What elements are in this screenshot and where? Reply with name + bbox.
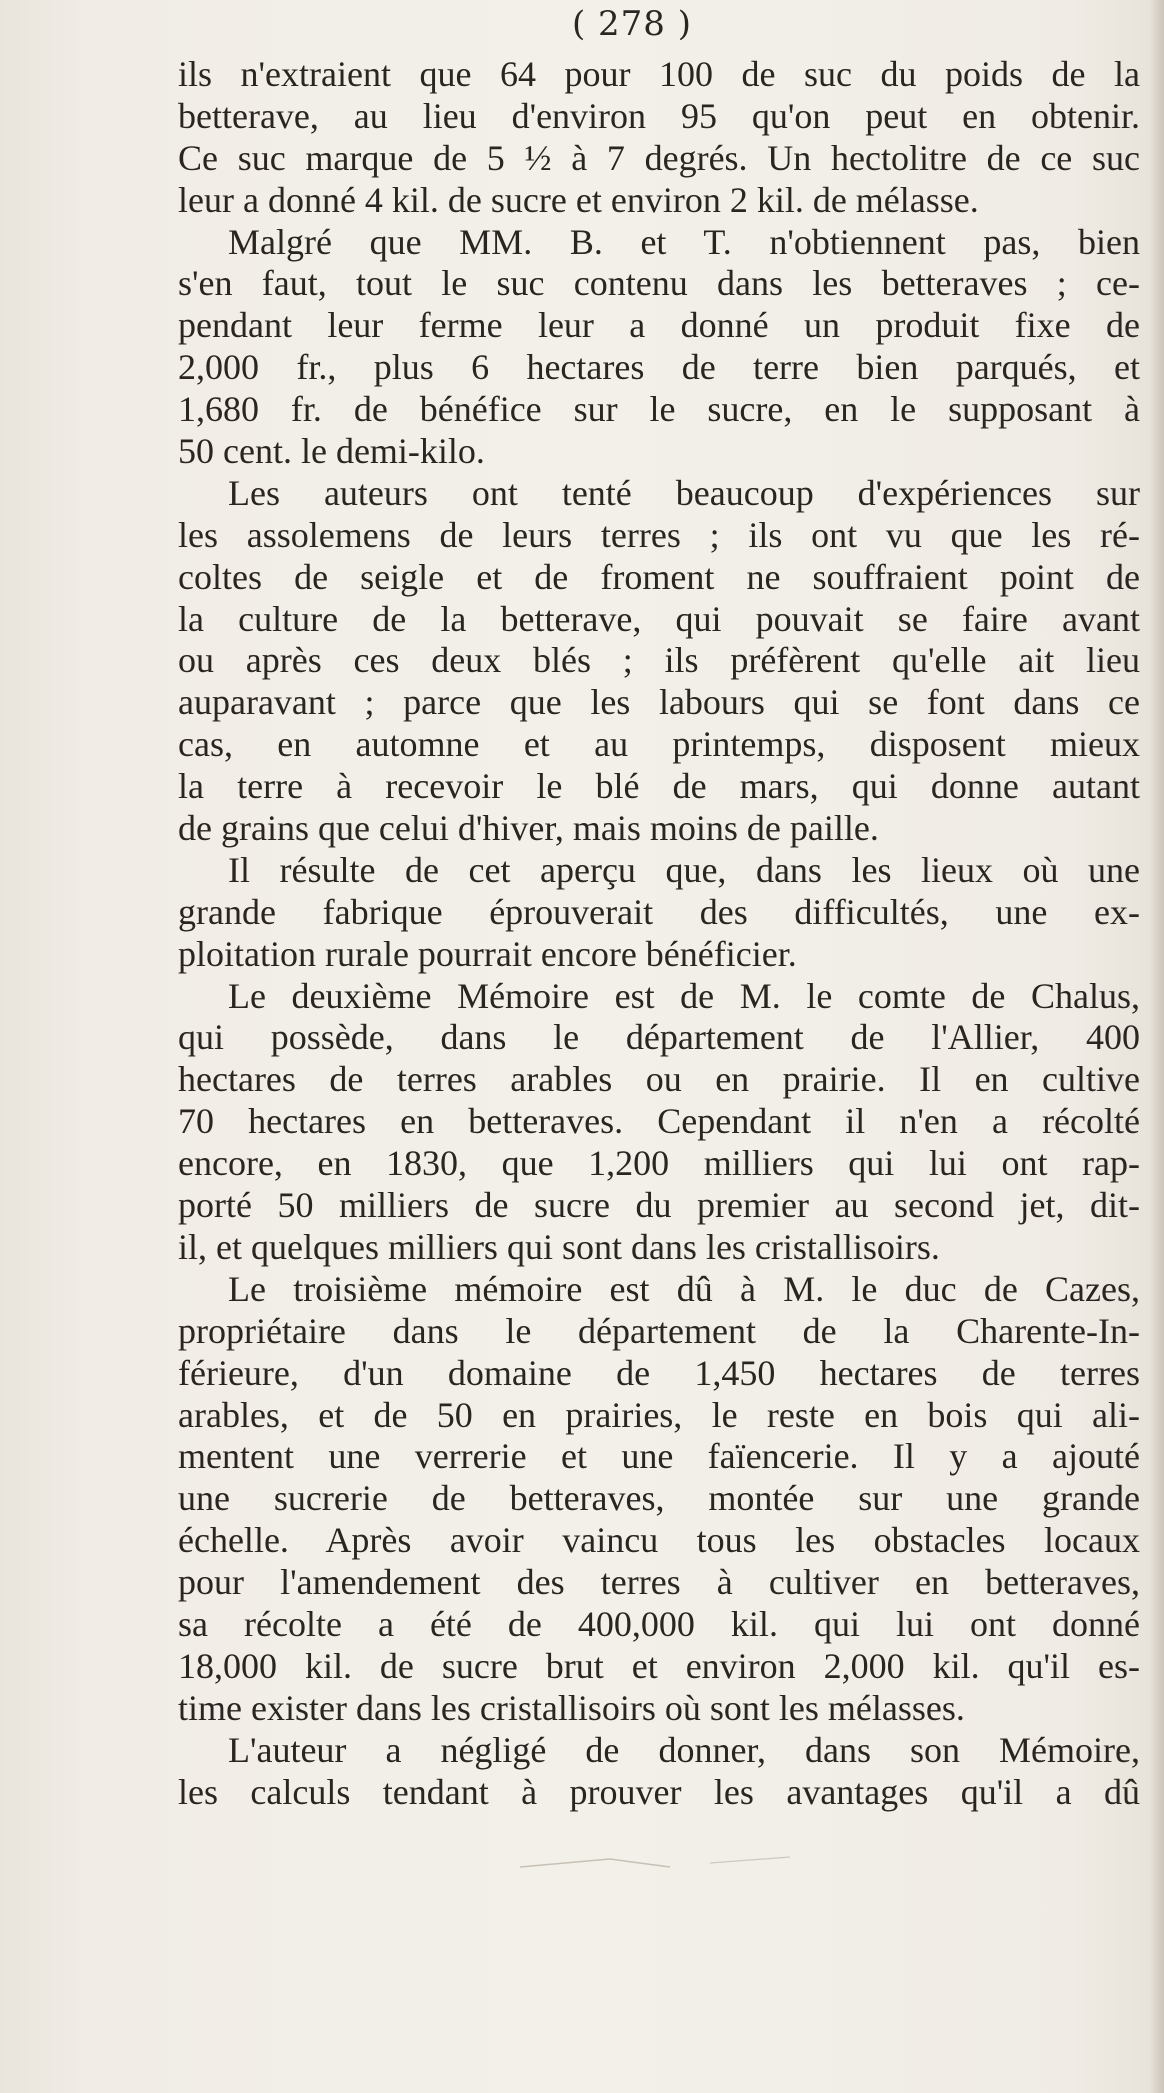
text-line: de grains que celui d'hiver, mais moins de paille. [178,808,879,849]
text-line: Les auteurs ont tenté beaucoup d'expériences sur [228,472,1140,513]
paragraph-5 [178,976,1140,1269]
page-edge-shadow [1150,0,1164,2093]
text-line: pour l'amendement des terres à cultiver en betteraves, [178,1562,1140,1603]
text-line: propriétaire dans le département de la Charente-In- [178,1310,1140,1351]
text-line: 1,680 fr. de bénéfice sur le sucre, en le supposant à [178,389,1140,430]
text-line: ils n'extraient que 64 pour 100 de suc du poids de la [178,54,1140,94]
text-line: L'auteur a négligé de donner, dans son Mémoire, [228,1729,1140,1770]
text-line: il, et quelques milliers qui sont dans les cristallisoirs. [178,1226,940,1267]
text-line: une sucrerie de betteraves, montée sur une grande [178,1478,1140,1519]
text-line: Le troisième mémoire est dû à M. le duc de Cazes, [228,1268,1140,1309]
text-line: Il résulte de cet aperçu que, dans les lieux où une [228,849,1140,890]
text-line: coltes de seigle et de froment ne souffraient point de [178,556,1140,597]
text-line: les calculs tendant à prouver les avantages qu'il a dû [178,1771,1140,1812]
faint-ink-marks [190,1845,1050,1885]
text-line: porté 50 milliers de sucre du premier au second jet, dit- [178,1185,1140,1226]
text-line: sa récolte a été de 400,000 kil. qui lui ont donné [178,1603,1140,1644]
text-line: échelle. Après avoir vaincu tous les obstacles locaux [178,1520,1140,1561]
text-line: les assolemens de leurs terres ; ils ont vu que les ré- [178,514,1140,555]
text-line: 70 hectares en betteraves. Cependant il n'en a récolté [178,1101,1140,1142]
text-line: la culture de la betterave, qui pouvait se faire avant [178,598,1140,639]
text-line: Le deuxième Mémoire est de M. le comte de Chalus, [228,975,1140,1016]
text-line: 50 cent. le demi-kilo. [178,431,485,472]
paragraph-2 [178,222,1140,473]
paragraph-6 [178,1269,1140,1730]
text-line: 2,000 fr., plus 6 hectares de terre bien parqués, et [178,347,1140,388]
paragraph-1 [178,54,1140,222]
text-line: hectares de terres arables ou en prairie. Il en cultive [178,1059,1140,1100]
text-line: ou après ces deux blés ; ils préfèrent qu'elle ait lieu [178,640,1140,681]
text-line: time exister dans les cristallisoirs où sont les mélasses. [178,1687,965,1728]
text-line: cas, en automne et au printemps, disposent mieux [178,724,1140,765]
text-line: qui possède, dans le département de l'Allier, 400 [178,1017,1140,1058]
paragraph-7 [178,1730,1140,1814]
text-line: ploitation rurale pourrait encore bénéficier. [178,933,797,974]
text-line: arables, et de 50 en prairies, le reste en bois qui ali- [178,1394,1140,1435]
text-line: 18,000 kil. de sucre brut et environ 2,000 kil. qu'il es- [178,1645,1140,1686]
text-line: la terre à recevoir le blé de mars, qui donne autant [178,766,1140,807]
text-line: férieure, d'un domaine de 1,450 hectares de terres [178,1352,1140,1393]
body-text [178,54,1140,1813]
text-line: encore, en 1830, que 1,200 milliers qui lui ont rap- [178,1143,1140,1184]
text-line: Ce suc marque de 5 ½ à 7 degrés. Un hectolitre de ce suc [178,137,1140,178]
text-line: leur a donné 4 kil. de sucre et environ 2 kil. de mélasse. [178,179,979,220]
text-line: betterave, au lieu d'environ 95 qu'on peut en obtenir. [178,95,1140,136]
text-line: pendant leur ferme leur a donné un produit fixe de [178,305,1140,346]
text-line: s'en faut, tout le suc contenu dans les betteraves ; ce- [178,263,1140,304]
page-number: ( 278 ) [571,4,693,44]
text-line: grande fabrique éprouverait des difficultés, une ex- [178,891,1140,932]
text-line: mentent une verrerie et une faïencerie. Il y a ajouté [178,1436,1140,1477]
text-line: Malgré que MM. B. et T. n'obtiennent pas, bien [228,221,1140,262]
paragraph-4 [178,850,1140,976]
text-line: auparavant ; parce que les labours qui se font dans ce [178,682,1140,723]
paragraph-3 [178,473,1140,850]
